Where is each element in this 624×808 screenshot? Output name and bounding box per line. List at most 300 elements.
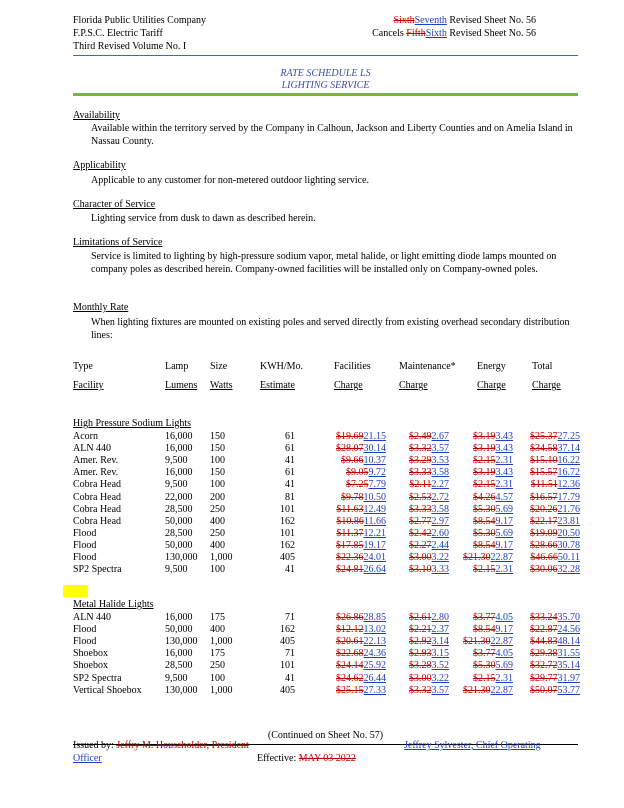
cell-energy-charge — [451, 540, 513, 552]
volume-name: Third Revised Volume No. I — [73, 41, 187, 52]
facilities-old-value: $17.85 — [336, 539, 364, 551]
table-row — [73, 504, 578, 516]
energy-old-value: $3.77 — [473, 648, 496, 660]
facilities-new-value: 21.15 — [363, 431, 386, 442]
facilities-old-value: $26.86 — [336, 612, 364, 623]
applicability-heading: Applicability — [73, 160, 126, 171]
limitations-heading: Limitations of Service — [73, 237, 163, 248]
cell-type: SP2 Spectra — [73, 564, 122, 576]
table-row — [73, 431, 578, 443]
total-old-value: $29.77 — [530, 672, 558, 684]
cell-lumens: 9,500 — [165, 479, 188, 491]
energy-old-value: $2.15 — [473, 564, 496, 576]
facilities-old-value: $24.62 — [336, 672, 364, 684]
col-eng-charge: Charge — [477, 380, 506, 391]
cell-energy-charge — [451, 624, 513, 636]
cell-watts: 175 — [210, 612, 225, 623]
maintenance-old-value: $2.49 — [409, 431, 432, 442]
cell-maintenance-charge — [391, 492, 449, 504]
total-new-value: 32.28 — [557, 564, 580, 576]
maintenance-new-value: 3.33 — [431, 564, 449, 576]
table-row — [73, 552, 578, 564]
total-new-value: 48.14 — [557, 636, 580, 648]
cell-lumens: 50,000 — [165, 539, 193, 551]
cancels-rest: Revised Sheet No. 56 — [446, 28, 536, 39]
cell-kwh: 405 — [280, 552, 295, 563]
maintenance-old-value: $2.42 — [409, 527, 432, 539]
facilities-new-value: 28.85 — [363, 612, 386, 623]
cell-total-charge — [514, 648, 580, 660]
energy-old-value: $2.15 — [473, 455, 496, 467]
cell-maintenance-charge — [391, 455, 449, 467]
facilities-new-value: 30.14 — [363, 443, 386, 455]
facilities-new-value: 26.64 — [363, 564, 386, 576]
energy-old-value: $3.19 — [473, 443, 496, 455]
cell-watts: 400 — [210, 539, 225, 551]
energy-old-value: $3.19 — [473, 431, 496, 442]
sheet-number — [394, 14, 537, 27]
maintenance-old-value: $3.10 — [409, 564, 432, 576]
cell-facilities-charge — [311, 516, 386, 528]
table-row — [73, 479, 578, 491]
cell-energy-charge — [451, 612, 513, 624]
total-old-value: $25.37 — [530, 431, 558, 442]
issued-label: Issued by: — [73, 740, 117, 751]
cell-kwh: 162 — [280, 624, 295, 636]
cell-type: Shoebox — [73, 648, 108, 660]
maintenance-old-value: $2.27 — [409, 539, 432, 551]
cell-maintenance-charge — [391, 564, 449, 576]
total-old-value: $22.87 — [530, 624, 558, 636]
facilities-new-value: 27.33 — [363, 684, 386, 696]
table-row — [73, 564, 578, 576]
facilities-new-value: 24.01 — [363, 552, 386, 563]
cell-lumens: 16,000 — [165, 431, 193, 442]
cell-total-charge — [514, 624, 580, 636]
cell-watts: 100 — [210, 672, 225, 684]
cell-total-charge — [514, 552, 580, 564]
table-row — [73, 685, 578, 697]
cell-maintenance-charge — [391, 540, 449, 552]
maintenance-old-value: $2.92 — [409, 636, 432, 648]
energy-old-value: $2.15 — [473, 479, 496, 491]
cell-kwh: 162 — [280, 539, 295, 551]
cell-total-charge — [514, 612, 580, 624]
total-new-value: 20.50 — [557, 527, 580, 539]
maintenance-old-value: $3.28 — [409, 660, 432, 672]
cell-facilities-charge — [311, 504, 386, 516]
total-new-value: 16.22 — [557, 455, 580, 467]
cell-energy-charge — [451, 516, 513, 528]
cell-watts: 150 — [210, 467, 225, 479]
maintenance-new-value: 3.22 — [431, 672, 449, 684]
facilities-new-value: 10.50 — [363, 491, 386, 503]
cell-maintenance-charge — [391, 528, 449, 540]
table-row — [73, 467, 578, 479]
table-row — [73, 648, 578, 660]
cell-facilities-charge — [311, 455, 386, 467]
cell-lumens: 16,000 — [165, 648, 193, 660]
col-size: Size — [210, 361, 228, 372]
facilities-old-value: $24.14 — [336, 660, 364, 672]
table-row — [73, 673, 578, 685]
energy-new-value: 22.87 — [490, 552, 513, 563]
cell-lumens: 28,500 — [165, 660, 193, 672]
energy-new-value: 9.17 — [495, 539, 513, 551]
character-heading: Character of Service — [73, 199, 156, 210]
cell-type: Vertical Shoebox — [73, 684, 142, 696]
cell-energy-charge — [451, 564, 513, 576]
cell-maintenance-charge — [391, 443, 449, 455]
effective-date — [257, 752, 356, 765]
facilities-new-value: 13.02 — [363, 624, 386, 636]
maintenance-new-value: 3.53 — [431, 455, 449, 467]
cell-facilities-charge — [311, 624, 386, 636]
total-new-value: 31.97 — [557, 672, 580, 684]
cell-total-charge — [514, 540, 580, 552]
energy-old-value: $3.77 — [473, 612, 496, 623]
cell-energy-charge — [451, 552, 513, 564]
cancels-sheet — [372, 27, 536, 40]
energy-new-value: 4.57 — [495, 491, 513, 503]
maintenance-old-value: $2.11 — [409, 479, 432, 491]
facilities-new-value: 24.36 — [363, 648, 386, 660]
total-new-value: 27.25 — [557, 431, 580, 442]
energy-new-value: 5.69 — [495, 527, 513, 539]
cell-watts: 250 — [210, 527, 225, 539]
energy-new-value: 3.43 — [495, 431, 513, 442]
cell-facilities-charge — [311, 528, 386, 540]
maintenance-new-value: 3.57 — [431, 684, 449, 696]
cell-watts: 200 — [210, 491, 225, 503]
cell-maintenance-charge — [391, 624, 449, 636]
cell-lumens: 130,000 — [165, 636, 198, 648]
cell-watts: 400 — [210, 624, 225, 636]
maintenance-old-value: $2.53 — [409, 491, 432, 503]
total-new-value: 30.78 — [557, 539, 580, 551]
col-lamp: Lamp — [165, 361, 189, 372]
facilities-new-value: 10.37 — [363, 455, 386, 467]
maintenance-new-value: 3.22 — [431, 552, 449, 563]
cell-watts: 250 — [210, 503, 225, 515]
table-row — [73, 443, 578, 455]
cell-kwh: 405 — [280, 684, 295, 696]
cell-watts: 150 — [210, 443, 225, 455]
cell-type: Cobra Head — [73, 479, 122, 491]
total-old-value: $28.66 — [530, 539, 558, 551]
maintenance-old-value: $2.93 — [409, 648, 432, 660]
cell-facilities-charge — [311, 479, 386, 491]
cell-kwh: 71 — [285, 612, 295, 623]
energy-new-value: 2.31 — [495, 564, 513, 576]
table-row — [73, 492, 578, 504]
cell-lumens: 9,500 — [165, 672, 188, 684]
company-name: Florida Public Utilities Company — [73, 15, 207, 26]
cell-energy-charge — [451, 431, 513, 443]
maintenance-old-value: $3.32 — [409, 684, 432, 696]
table-row — [73, 455, 578, 467]
cell-facilities-charge — [311, 431, 386, 443]
cell-watts: 100 — [210, 455, 225, 467]
col-type: Type — [73, 361, 93, 372]
total-new-value: 16.72 — [557, 467, 580, 479]
col-maintenance: Maintenance* — [399, 361, 456, 372]
continued-note: (Continued on Sheet No. 57) — [267, 730, 384, 741]
cell-watts: 400 — [210, 515, 225, 527]
cell-total-charge — [514, 479, 580, 491]
cell-kwh: 61 — [285, 431, 295, 442]
cell-energy-charge — [451, 648, 513, 660]
cell-lumens: 130,000 — [165, 684, 198, 696]
cell-type: ALN 440 — [73, 443, 112, 455]
energy-old-value: $21.30 — [463, 552, 491, 563]
cell-watts: 175 — [210, 648, 225, 660]
cell-maintenance-charge — [391, 479, 449, 491]
facilities-old-value: $10.86 — [336, 515, 364, 527]
maintenance-new-value: 2.80 — [431, 612, 449, 623]
maintenance-new-value: 2.37 — [431, 624, 449, 636]
total-new-value: 12.36 — [557, 479, 580, 491]
maintenance-new-value: 3.15 — [431, 648, 449, 660]
total-old-value: $44.83 — [530, 636, 558, 648]
issued-old-name: Jeffry M. Householder, President — [116, 740, 249, 751]
maintenance-old-value: $3.33 — [409, 467, 432, 479]
total-old-value: $20.26 — [530, 503, 558, 515]
limitations-text: Service is limited to lighting by high-pressure sodium vapor, metal halide, or light emitting diode lamps mounted on company poles as described herein. Company-owned facilities will be installed only on Company-owned poles. — [91, 251, 557, 275]
maintenance-old-value: $3.00 — [409, 672, 432, 684]
cell-lumens: 9,500 — [165, 455, 188, 467]
energy-old-value: $8.54 — [473, 539, 496, 551]
total-old-value: $30.06 — [530, 564, 558, 576]
cell-maintenance-charge — [391, 685, 449, 697]
facilities-old-value: $7.25 — [346, 479, 369, 491]
cell-energy-charge — [451, 528, 513, 540]
maintenance-new-value: 2.97 — [431, 515, 449, 527]
cell-lumens: 28,500 — [165, 503, 193, 515]
cell-energy-charge — [451, 636, 513, 648]
col-total: Total — [532, 361, 553, 372]
facilities-old-value: $20.61 — [336, 636, 364, 648]
table-row — [73, 516, 578, 528]
cell-type: ALN 440 — [73, 612, 112, 623]
cell-energy-charge — [451, 455, 513, 467]
cell-facilities-charge — [311, 636, 386, 648]
energy-old-value: $5.30 — [473, 503, 496, 515]
cell-maintenance-charge — [391, 504, 449, 516]
total-old-value: $15.57 — [530, 467, 558, 479]
cell-watts: 100 — [210, 564, 225, 576]
energy-new-value: 3.43 — [495, 467, 513, 479]
energy-new-value: 9.17 — [495, 515, 513, 527]
facilities-new-value: 7.79 — [368, 479, 386, 491]
cell-kwh: 101 — [280, 527, 295, 539]
cell-type: Cobra Head — [73, 515, 122, 527]
total-old-value: $50.07 — [530, 684, 558, 696]
cell-lumens: 16,000 — [165, 467, 193, 479]
cell-watts: 1,000 — [210, 636, 233, 648]
cell-maintenance-charge — [391, 467, 449, 479]
energy-old-value: $21.30 — [463, 636, 491, 648]
maintenance-old-value: $3.33 — [409, 503, 432, 515]
schedule-subtitle: LIGHTING SERVICE — [281, 80, 370, 91]
cell-maintenance-charge — [391, 552, 449, 564]
cell-type: Cobra Head — [73, 491, 122, 503]
facilities-new-value: 19.17 — [363, 539, 386, 551]
energy-new-value: 3.43 — [495, 443, 513, 455]
col-lumens: Lumens — [165, 380, 198, 391]
cell-type: Amer. Rev. — [73, 455, 119, 467]
total-old-value: $33.24 — [530, 612, 558, 623]
maintenance-old-value: $3.29 — [409, 455, 432, 467]
facilities-new-value: 9.72 — [368, 467, 386, 479]
energy-old-value: $8.54 — [473, 515, 496, 527]
monthly-heading: Monthly Rate — [73, 302, 129, 313]
energy-old-value: $21.30 — [463, 684, 491, 696]
cell-total-charge — [514, 528, 580, 540]
col-estimate: Estimate — [260, 380, 295, 391]
table-row — [73, 528, 578, 540]
cell-facilities-charge — [311, 564, 386, 576]
maintenance-new-value: 2.44 — [431, 539, 449, 551]
cell-total-charge — [514, 443, 580, 455]
maintenance-old-value: $2.77 — [409, 515, 432, 527]
col-watts: Watts — [210, 380, 233, 391]
facilities-new-value: 26.44 — [363, 672, 386, 684]
cell-lumens: 16,000 — [165, 612, 193, 623]
cell-facilities-charge — [311, 673, 386, 685]
group-heading: Metal Halide Lights — [73, 599, 154, 610]
energy-new-value: 2.31 — [495, 455, 513, 467]
table-row — [73, 540, 578, 552]
cell-facilities-charge — [311, 552, 386, 564]
maintenance-old-value: $2.61 — [409, 612, 432, 623]
total-old-value: $15.10 — [530, 455, 558, 467]
facilities-new-value: 25.92 — [363, 660, 386, 672]
facilities-old-value: $24.81 — [336, 564, 364, 576]
cell-total-charge — [514, 660, 580, 672]
facilities-old-value: $9.78 — [341, 491, 364, 503]
cell-total-charge — [514, 492, 580, 504]
maintenance-new-value: 3.57 — [431, 443, 449, 455]
col-fac-charge: Charge — [334, 380, 363, 391]
cancels-prefix: Cancels — [372, 28, 407, 39]
issued-new-name: Jeffrey Sylvester, Chief Operating — [404, 740, 541, 751]
energy-new-value: 5.69 — [495, 660, 513, 672]
sheet-rest: Revised Sheet No. 56 — [446, 15, 536, 26]
total-new-value: 23.81 — [557, 515, 580, 527]
cell-type: Shoebox — [73, 660, 108, 672]
energy-new-value: 22.87 — [490, 684, 513, 696]
cell-total-charge — [514, 673, 580, 685]
tariff-name: F.P.S.C. Electric Tariff — [73, 28, 163, 39]
cell-maintenance-charge — [391, 673, 449, 685]
table-row — [73, 636, 578, 648]
cell-facilities-charge — [311, 443, 386, 455]
cell-kwh: 41 — [285, 672, 295, 684]
effective-label: Effective: — [257, 753, 299, 764]
group-heading: High Pressure Sodium Lights — [73, 418, 192, 429]
cell-watts: 150 — [210, 431, 225, 442]
facilities-new-value: 12.49 — [363, 503, 386, 515]
cell-lumens: 50,000 — [165, 624, 193, 636]
facilities-new-value: 12.21 — [363, 527, 386, 539]
cell-kwh: 41 — [285, 564, 295, 576]
cell-kwh: 61 — [285, 467, 295, 479]
cell-kwh: 405 — [280, 636, 295, 648]
cell-kwh: 101 — [280, 660, 295, 672]
cell-energy-charge — [451, 673, 513, 685]
total-old-value: $34.58 — [530, 443, 558, 455]
cell-kwh: 61 — [285, 443, 295, 455]
cell-kwh: 81 — [285, 491, 295, 503]
cell-maintenance-charge — [391, 636, 449, 648]
facilities-old-value: $25.15 — [336, 684, 364, 696]
cell-total-charge — [514, 467, 580, 479]
cell-total-charge — [514, 431, 580, 443]
cell-type: SP2 Spectra — [73, 672, 122, 684]
cell-type: Cobra Head — [73, 503, 122, 515]
cell-total-charge — [514, 455, 580, 467]
maintenance-new-value: 2.27 — [431, 479, 449, 491]
cell-energy-charge — [451, 492, 513, 504]
energy-new-value: 9.17 — [495, 624, 513, 636]
cell-type: Amer. Rev. — [73, 467, 119, 479]
energy-new-value: 4.05 — [495, 612, 513, 623]
maintenance-old-value: $2.21 — [409, 624, 432, 636]
cell-maintenance-charge — [391, 612, 449, 624]
table-row — [73, 624, 578, 636]
highlight-mark — [63, 585, 88, 597]
cell-facilities-charge — [311, 467, 386, 479]
availability-heading: Availability — [73, 110, 121, 121]
facilities-new-value: 11.66 — [363, 515, 386, 527]
monthly-text: When lighting fixtures are mounted on existing poles and served directly from existing overhead secondary distribution lines: — [91, 317, 570, 341]
cell-maintenance-charge — [391, 660, 449, 672]
total-old-value: $22.17 — [530, 515, 558, 527]
col-facilities: Facilities — [334, 361, 371, 372]
cell-energy-charge — [451, 443, 513, 455]
maintenance-old-value: $3.32 — [409, 443, 432, 455]
facilities-old-value: $12.12 — [336, 624, 364, 636]
total-new-value: 31.55 — [557, 648, 580, 660]
total-new-value: 24.56 — [557, 624, 580, 636]
effective-old-date: MAY 03 2022 — [298, 753, 356, 764]
issued-new-title: Officer — [73, 753, 102, 764]
cancels-new-rev: Sixth — [425, 28, 447, 39]
energy-old-value: $8.54 — [473, 624, 496, 636]
cell-total-charge — [514, 516, 580, 528]
energy-new-value: 5.69 — [495, 503, 513, 515]
energy-old-value: $5.30 — [473, 660, 496, 672]
cancels-old-rev: Fifth — [406, 28, 426, 39]
energy-new-value: 2.31 — [495, 672, 513, 684]
total-old-value: $29.38 — [530, 648, 558, 660]
total-old-value: $46.66 — [530, 552, 558, 563]
total-old-value: $19.09 — [530, 527, 558, 539]
cell-maintenance-charge — [391, 648, 449, 660]
cell-kwh: 101 — [280, 503, 295, 515]
cell-energy-charge — [451, 479, 513, 491]
col-kwh: KWH/Mo. — [260, 361, 304, 372]
cell-kwh: 162 — [280, 515, 295, 527]
energy-new-value: 4.05 — [495, 648, 513, 660]
table-row — [73, 660, 578, 672]
cell-facilities-charge — [311, 660, 386, 672]
header-rule — [73, 55, 578, 56]
facilities-old-value: $11.37 — [336, 527, 364, 539]
maintenance-new-value: 3.58 — [431, 503, 449, 515]
total-new-value: 21.76 — [557, 503, 580, 515]
